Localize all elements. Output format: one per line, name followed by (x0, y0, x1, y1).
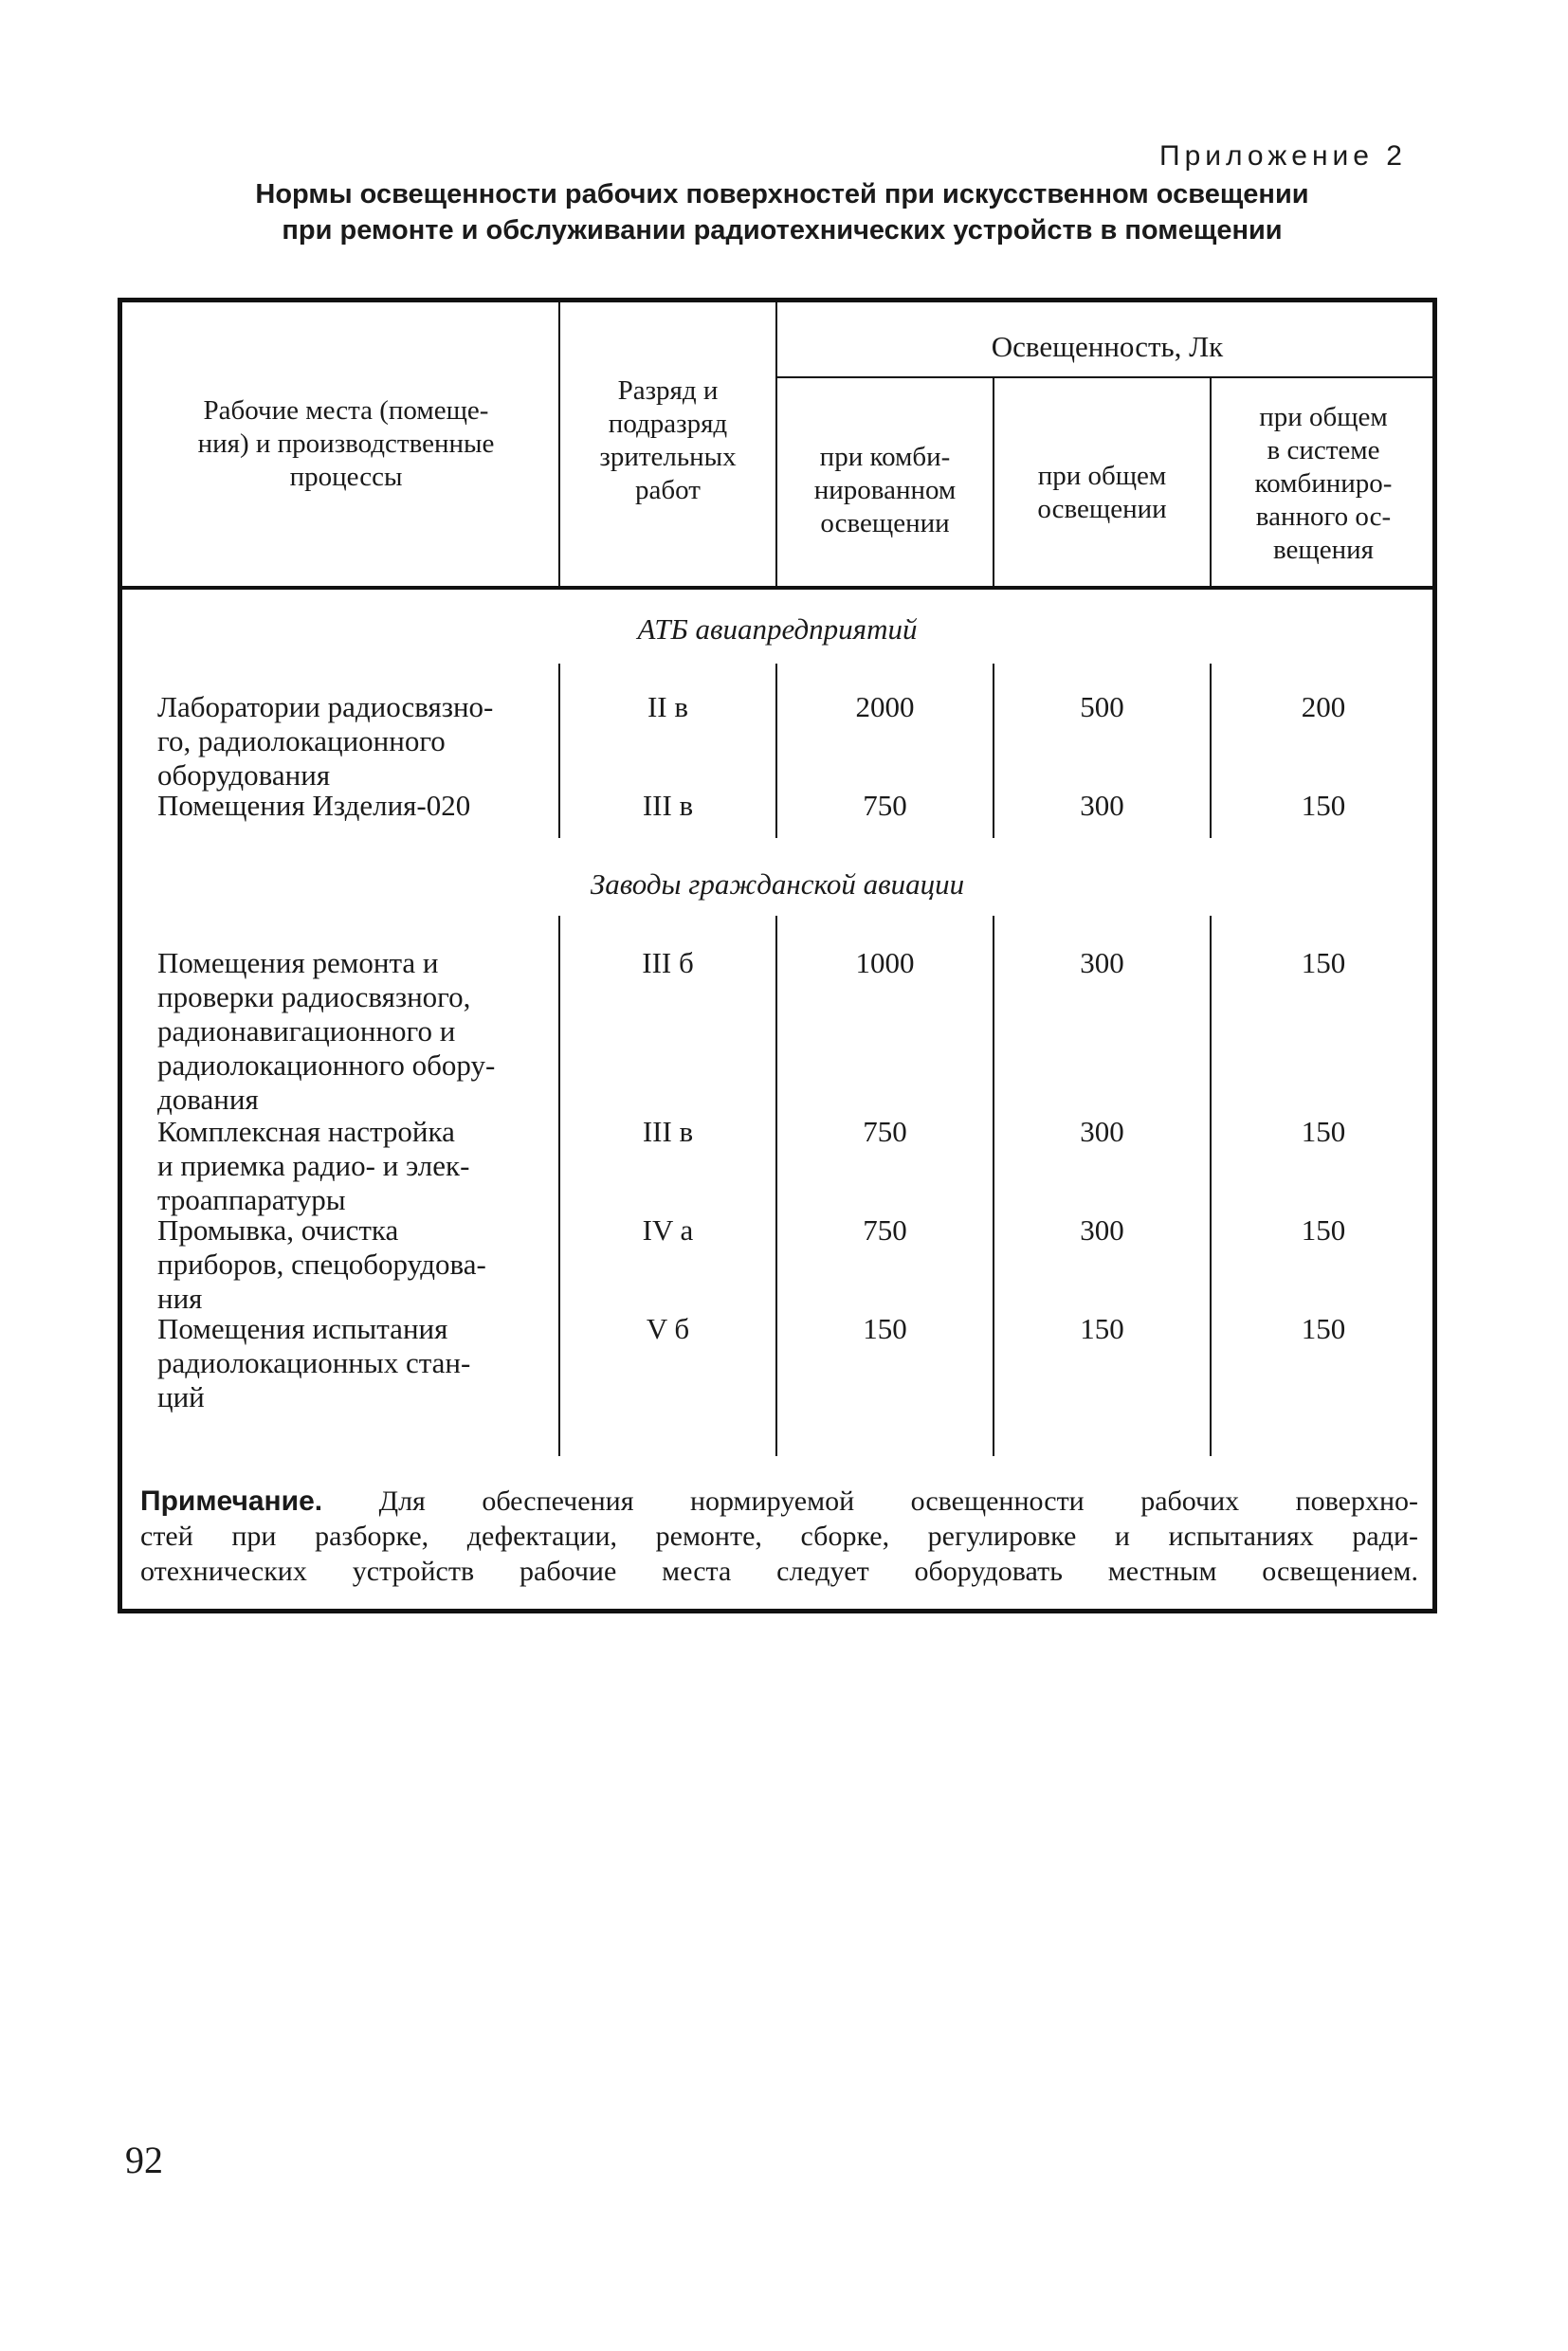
row-category: II в (647, 690, 689, 723)
row-general-in-combined: 150 (1301, 946, 1346, 979)
header-divider (118, 586, 1437, 590)
title-line-2: при ремонте и обслуживании радиотехнических устройств в помещении (282, 215, 1283, 246)
row-general: 500 (1080, 690, 1124, 723)
row-workplace: Помещения испытания радиолокационных стан- ций (157, 1312, 471, 1413)
row-combined: 750 (863, 789, 907, 822)
appendix-label: Приложение 2 (1159, 140, 1407, 172)
header-general: при общем освещении (1037, 461, 1167, 524)
body-col-line-4b (1210, 916, 1212, 1456)
table-note (140, 1484, 1418, 1589)
body-col-line-2b (775, 916, 777, 1456)
row-general: 300 (1080, 946, 1124, 979)
header-workplace: Рабочие места (помеще- ния) и производственные процессы (197, 394, 495, 492)
row-general-in-combined: 150 (1301, 1115, 1346, 1148)
row-category: III в (642, 1115, 694, 1148)
row-workplace: Лаборатории радиосвязно- го, радиолокационного оборудования (157, 690, 494, 792)
row-general: 300 (1080, 1213, 1124, 1247)
row-category: III б (642, 946, 694, 979)
row-general-in-combined: 150 (1301, 789, 1346, 822)
row-combined: 150 (863, 1312, 907, 1345)
note-line-2: стей при разборке, дефектации, ремонте, сборке, регулировке и испытаниях ради- (140, 1521, 1418, 1552)
document-title (123, 176, 1441, 248)
row-category: IV а (642, 1213, 694, 1247)
page-number: 92 (125, 2139, 163, 2181)
row-workplace: Помещения ремонта и проверки радиосвязного, радионавигационного и радиолокационного обору- дования (157, 946, 496, 1116)
body-col-line-1b (558, 916, 560, 1456)
note-line-1: Для обеспечения нормируемой освещенности рабочих поверхно- (378, 1485, 1419, 1517)
section-title: Заводы гражданской авиации (590, 867, 965, 901)
row-combined: 750 (863, 1213, 907, 1247)
row-workplace: Помещения Изделия-020 (157, 789, 471, 822)
section-title: АТБ авиапредприятий (637, 612, 918, 646)
note-label: Примечание. (140, 1485, 323, 1517)
row-general-in-combined: 200 (1301, 690, 1346, 723)
illuminance-divider (776, 376, 1437, 378)
row-general: 150 (1080, 1312, 1124, 1345)
header-category: Разряд и подразряд зрительных работ (599, 375, 737, 505)
header-general-in-combined: при общем в системе комбиниро- ванного ос- вещения (1254, 401, 1393, 565)
row-workplace: Промывка, очистка приборов, спецоборудова- ния (157, 1213, 486, 1315)
row-workplace: Комплексная настройка и приемка радио- и элек- троаппаратуры (157, 1115, 470, 1216)
row-general: 300 (1080, 789, 1124, 822)
title-line-1: Нормы освещенности рабочих поверхностей при искусственном освещении (255, 179, 1309, 210)
row-general: 300 (1080, 1115, 1124, 1148)
row-combined: 1000 (855, 946, 915, 979)
header-illuminance: Освещенность, Лк (991, 329, 1224, 363)
row-combined: 2000 (855, 690, 915, 723)
row-category: III в (642, 789, 694, 822)
row-general-in-combined: 150 (1301, 1213, 1346, 1247)
row-combined: 750 (863, 1115, 907, 1148)
row-category: V б (646, 1312, 690, 1345)
header-combined: при комби- нированном освещении (813, 442, 957, 538)
note-line-3: отехнических устройств рабочие места следует оборудовать местным освещением. (140, 1556, 1418, 1587)
body-col-line-3b (993, 916, 994, 1456)
row-general-in-combined: 150 (1301, 1312, 1346, 1345)
